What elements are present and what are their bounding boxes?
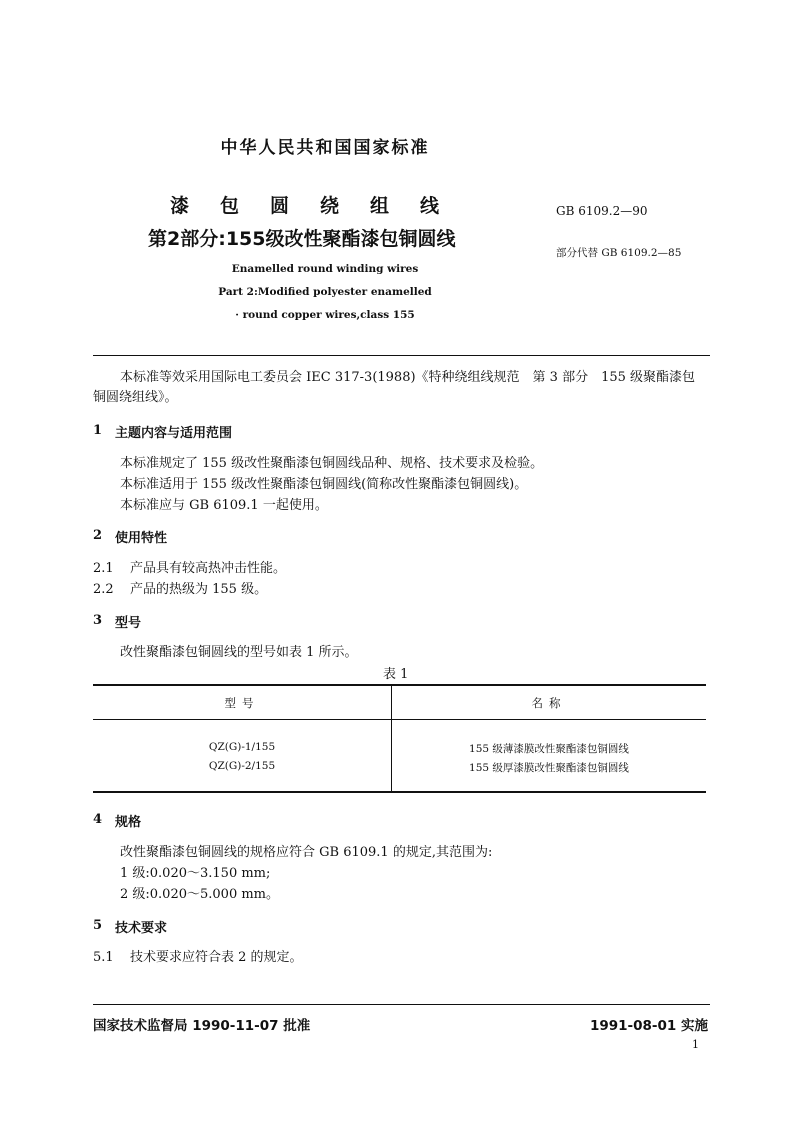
title-en-line1: Enamelled round winding wires [231,263,419,275]
section-4-para-1: 改性聚酯漆包铜圆线的规格应符合 GB 6109.1 的规定,其范围为: [120,845,493,860]
section-5-heading: 技术要求 [115,921,168,936]
section-1-number: 1 [93,423,103,438]
item-5-1-number: 5.1 [93,950,114,965]
item-2-1-number: 2.1 [93,561,114,576]
section-1-para-1: 本标准规定了 155 级改性聚酯漆包铜圆线品种、规格、技术要求及检验。 [120,456,544,471]
table-bottom-rule [93,791,706,793]
section-5-number: 5 [93,918,103,933]
section-3-para: 改性聚酯漆包铜圆线的型号如表 1 所示。 [120,645,358,660]
section-1-para-3: 本标准应与 GB 6109.1 一起使用。 [120,498,328,513]
approval-note: 国家技术监督局 1990-11-07 批准 [93,1018,311,1034]
table-header-rule [93,719,706,720]
intro-paragraph: 本标准等效采用国际电工委员会 IEC 317-3(1988)《特种绕组线规范 第 3 部分 155 级聚酯漆包铜圆绕组线》。 [93,370,696,405]
standard-code: GB 6109.2—90 [556,204,648,218]
section-3-number: 3 [93,613,103,628]
table-row-1-name: 155 级薄漆膜改性聚酯漆包铜圆线 [469,743,629,755]
section-1-heading: 主题内容与适用范围 [115,426,233,441]
title-cn-line1: 漆包圆绕组线 [170,195,471,217]
item-2-2-number: 2.2 [93,582,114,597]
footer-divider [93,1004,710,1005]
item-5-1-text: 技术要求应符合表 2 的规定。 [130,950,303,965]
section-4-para-3: 2 级:0.020～5.000 mm。 [120,887,280,902]
section-2-number: 2 [93,528,103,543]
title-cn-line2: 第2部分:155级改性聚酯漆包铜圆线 [148,228,456,250]
section-3-heading: 型号 [115,616,142,631]
section-4-number: 4 [93,812,103,827]
section-4-heading: 规格 [115,815,142,830]
item-2-2-text: 产品的热级为 155 级。 [130,582,268,597]
item-2-1-text: 产品具有较高热冲击性能。 [130,561,287,576]
page-number: 1 [692,1038,699,1051]
table-header-model: 型号 [224,696,260,710]
section-1-para-2: 本标准适用于 155 级改性聚酯漆包铜圆线(简称改性聚酯漆包铜圆线)。 [120,477,528,492]
table-row-2-name: 155 级厚漆膜改性聚酯漆包铜圆线 [469,762,629,774]
table-top-rule [93,684,706,686]
replaces-note: 部分代替 GB 6109.2—85 [556,247,682,259]
table-1-caption: 表 1 [383,667,409,682]
table-header-name: 名称 [531,696,567,710]
section-4-para-2: 1 级:0.020～3.150 mm; [120,866,271,881]
section-2-heading: 使用特性 [115,531,168,546]
table-row-1-model: QZ(G)-1/155 [208,741,276,753]
title-en-line3: · round copper wires,class 155 [235,309,415,321]
header-divider [93,355,710,356]
title-en-line2: Part 2:Modified polyester enamelled [218,286,432,298]
standard-org-title: 中华人民共和国国家标准 [220,138,430,158]
implementation-date: 1991-08-01 实施 [589,1018,708,1034]
table-row-2-model: QZ(G)-2/155 [208,760,276,772]
